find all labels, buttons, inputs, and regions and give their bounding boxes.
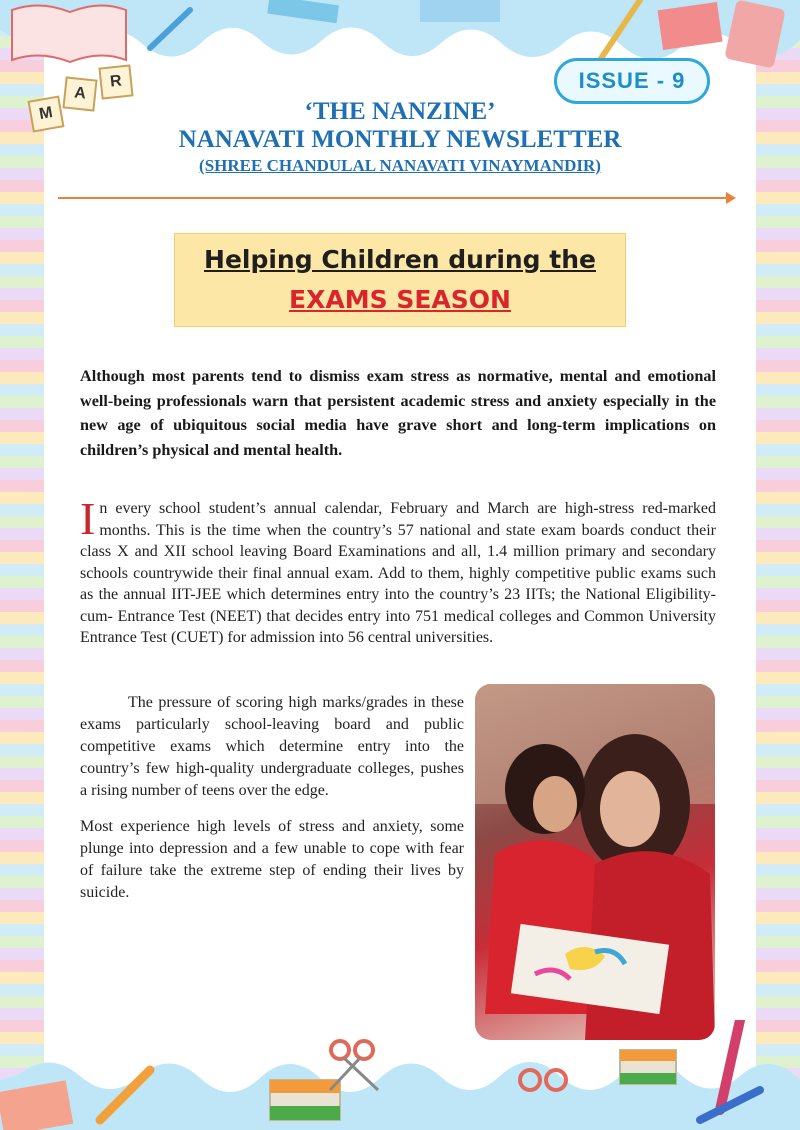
body-paragraph-3: Most experience high levels of stress and anxiety, some plunge into depression and a few unable to cope with fear of failure take the extreme step of ending their lives by suicide. [80,818,464,901]
school-name: (SHREE CHANDULAL NANAVATI VINAYMANDIR) [199,156,601,175]
article-title-box [174,233,626,327]
month-tile: R [98,64,133,99]
drop-cap: I [80,493,96,544]
body-paragraph-2: The pressure of scoring high marks/grades in these exams particularly school-leaving board and public competitive exams which determine entry into the country’s few high-quality undergraduate colleges, pushes a rising number of teens over the edge. [80,694,464,799]
right-stripe-border [756,0,800,1130]
left-stripe-border [0,0,44,1130]
photo-illustration [475,684,715,1040]
bottom-decoration [0,1020,800,1130]
paragraph-1-text: n every school student’s annual calendar, February and March are high-stress red-marked months. This is the time when the country’s 57 national and state exam boards conduct their class X and XII school leaving Board Examinations and all, 1.4 million primary and secondary schools countrywide their final annual exam. Add to them, highly competitive public exams such as the annual IIT-JEE which determines entry into the country’s 23 IITs; the National Eligibility- cum- Entrance Test (NEET) that decides entry into 751 medical colleges and Common University Entrance Test (CUET) for admission into 56 central universities. [80,500,716,646]
mother-daughter-photo [475,684,715,1040]
lead-paragraph: Although most parents tend to dismiss exam stress as normative, mental and emotional well-being professionals warn that persistent academic stress and anxiety especially in the new age of ubiquitous social media have grave short and long-term implications on children’s physical and mental health. [80,367,716,459]
month-tile: A [62,76,97,111]
issue-badge: ISSUE - 9 [554,58,710,104]
newsletter-name: ‘THE NANZINE’ [304,98,496,125]
newsletter-subtitle: NANAVATI MONTHLY NEWSLETTER [178,126,622,153]
masthead [80,98,720,177]
article-title-line2: EXAMS SEASON [289,285,511,314]
header-divider-arrow [58,197,730,199]
month-tile: M [27,95,64,132]
body-column [80,692,464,918]
article-title-line1: Helping Children during the [204,245,596,274]
body-paragraph-1 [80,493,716,649]
